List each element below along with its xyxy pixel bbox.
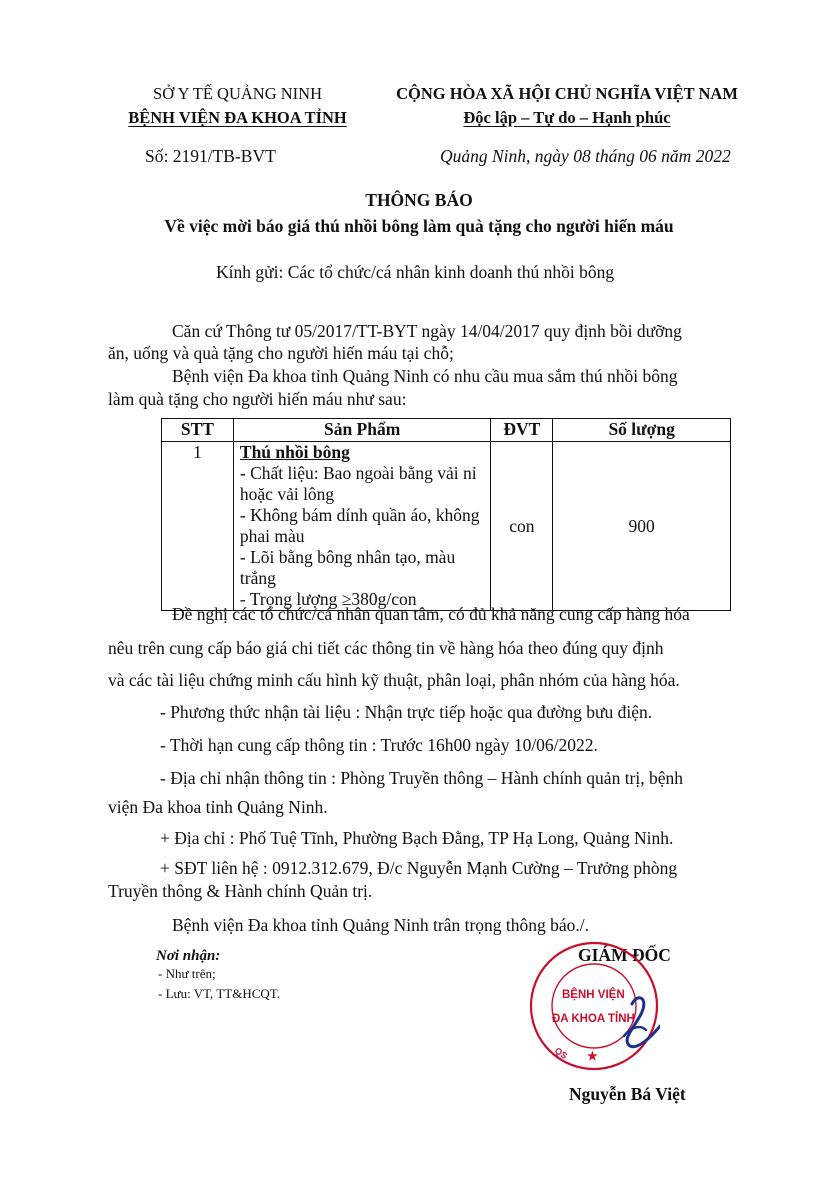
- product-detail: phai màu: [239, 526, 305, 546]
- national-motto: Độc lập – Tự do – Hạnh phúc: [463, 108, 671, 127]
- row-quantity: 900: [553, 442, 731, 611]
- official-stamp: [528, 940, 660, 1072]
- closing-line: Bệnh viện Đa khoa tỉnh Quảng Ninh trân trọng thông báo./.: [172, 915, 590, 935]
- hospital-name: BỆNH VIỆN ĐA KHOA TỈNH: [128, 108, 347, 127]
- body-line: Đề nghị các tổ chức/cá nhân quan tâm, có đủ khả năng cung cấp hàng hóa: [172, 604, 690, 624]
- signatory-name: Nguyễn Bá Việt: [569, 1084, 686, 1104]
- product-table: [161, 418, 731, 611]
- header-left: [100, 82, 375, 130]
- row-product: [233, 442, 490, 611]
- country-name: CỘNG HÒA XÃ HỘI CHỦ NGHĨA VIỆT NAM: [396, 84, 738, 103]
- product-detail: - Lõi bằng bông nhân tạo, màu trắng: [239, 547, 456, 588]
- department-name: SỞ Y TẾ QUẢNG NINH: [153, 84, 322, 103]
- intro-line: Căn cứ Thông tư 05/2017/TT-BYT ngày 14/04/2017 quy định bồi dưỡng: [172, 321, 682, 341]
- product-name: Thú nhồi bông: [239, 442, 350, 462]
- col-header-unit: ĐVT: [491, 419, 553, 442]
- intro-line: ăn, uống và quà tặng cho người hiến máu tại chỗ;: [108, 343, 454, 363]
- signatory-title: GIÁM ĐỐC: [578, 945, 671, 965]
- body-line: Truyền thông & Hành chính Quản trị.: [108, 881, 373, 901]
- row-unit: con: [491, 442, 553, 611]
- body-line: nêu trên cung cấp báo giá chi tiết các thông tin về hàng hóa theo đúng quy định: [108, 638, 664, 658]
- product-detail: - Không bám dính quần áo, không: [239, 505, 480, 525]
- recipient-item: - Như trên;: [158, 966, 216, 981]
- intro-line: làm quà tặng cho người hiến máu như sau:: [108, 389, 407, 409]
- col-header-stt: STT: [162, 419, 234, 442]
- table-row: [162, 442, 731, 611]
- body-line: - Địa chỉ nhận thông tin : Phòng Truyền thông – Hành chính quản trị, bệnh: [160, 768, 684, 788]
- body-line: + SĐT liên hệ : 0912.312.679, Đ/c Nguyễn Mạnh Cường – Trưởng phòng: [160, 858, 678, 878]
- product-detail: hoặc vải lông: [239, 484, 335, 504]
- recipient-item: - Lưu: VT, TT&HCQT.: [158, 986, 280, 1001]
- document-title: THÔNG BÁO: [365, 190, 473, 210]
- date-place: Quảng Ninh, ngày 08 tháng 06 năm 2022: [440, 146, 731, 166]
- intro-line: Bệnh viện Đa khoa tỉnh Quảng Ninh có nhu cầu mua sắm thú nhồi bông: [172, 366, 678, 386]
- col-header-product: Sản Phẩm: [233, 419, 490, 442]
- recipients-label: Nơi nhận:: [156, 948, 221, 964]
- header-right: [358, 82, 776, 130]
- body-line: - Thời hạn cung cấp thông tin : Trước 16h00 ngày 10/06/2022.: [160, 735, 598, 755]
- product-detail: - Chất liệu: Bao ngoài bằng vải nỉ: [239, 463, 477, 483]
- row-stt: 1: [162, 442, 234, 611]
- document-subtitle: Về việc mời báo giá thú nhồi bông làm quà tặng cho người hiến máu: [164, 216, 674, 236]
- stamp-star-icon: ★: [587, 1049, 598, 1063]
- stamp-bottom-text: QS: [552, 1045, 570, 1062]
- body-line: + Địa chỉ : Phố Tuệ Tĩnh, Phường Bạch Đằng, TP Hạ Long, Quảng Ninh.: [160, 828, 674, 848]
- document-number: Số: 2191/TB-BVT: [145, 146, 276, 166]
- stamp-line2: ĐA KHOA TỈNH: [552, 1013, 635, 1025]
- stamp-line1: BỆNH VIỆN: [562, 989, 625, 1001]
- col-header-quantity: Số lượng: [553, 419, 731, 442]
- body-line: và các tài liệu chứng minh cấu hình kỹ thuật, phân loại, phân nhóm của hàng hóa.: [108, 670, 680, 690]
- body-line: - Phương thức nhận tài liệu : Nhận trực tiếp hoặc qua đường bưu điện.: [160, 702, 653, 722]
- table-header-row: [162, 419, 731, 442]
- recipient-line: Kính gửi: Các tổ chức/cá nhân kinh doanh thú nhồi bông: [216, 262, 615, 282]
- product-detail: - Trọng lượng ≥380g/con: [239, 589, 417, 609]
- body-line: viện Đa khoa tỉnh Quảng Ninh.: [108, 797, 328, 817]
